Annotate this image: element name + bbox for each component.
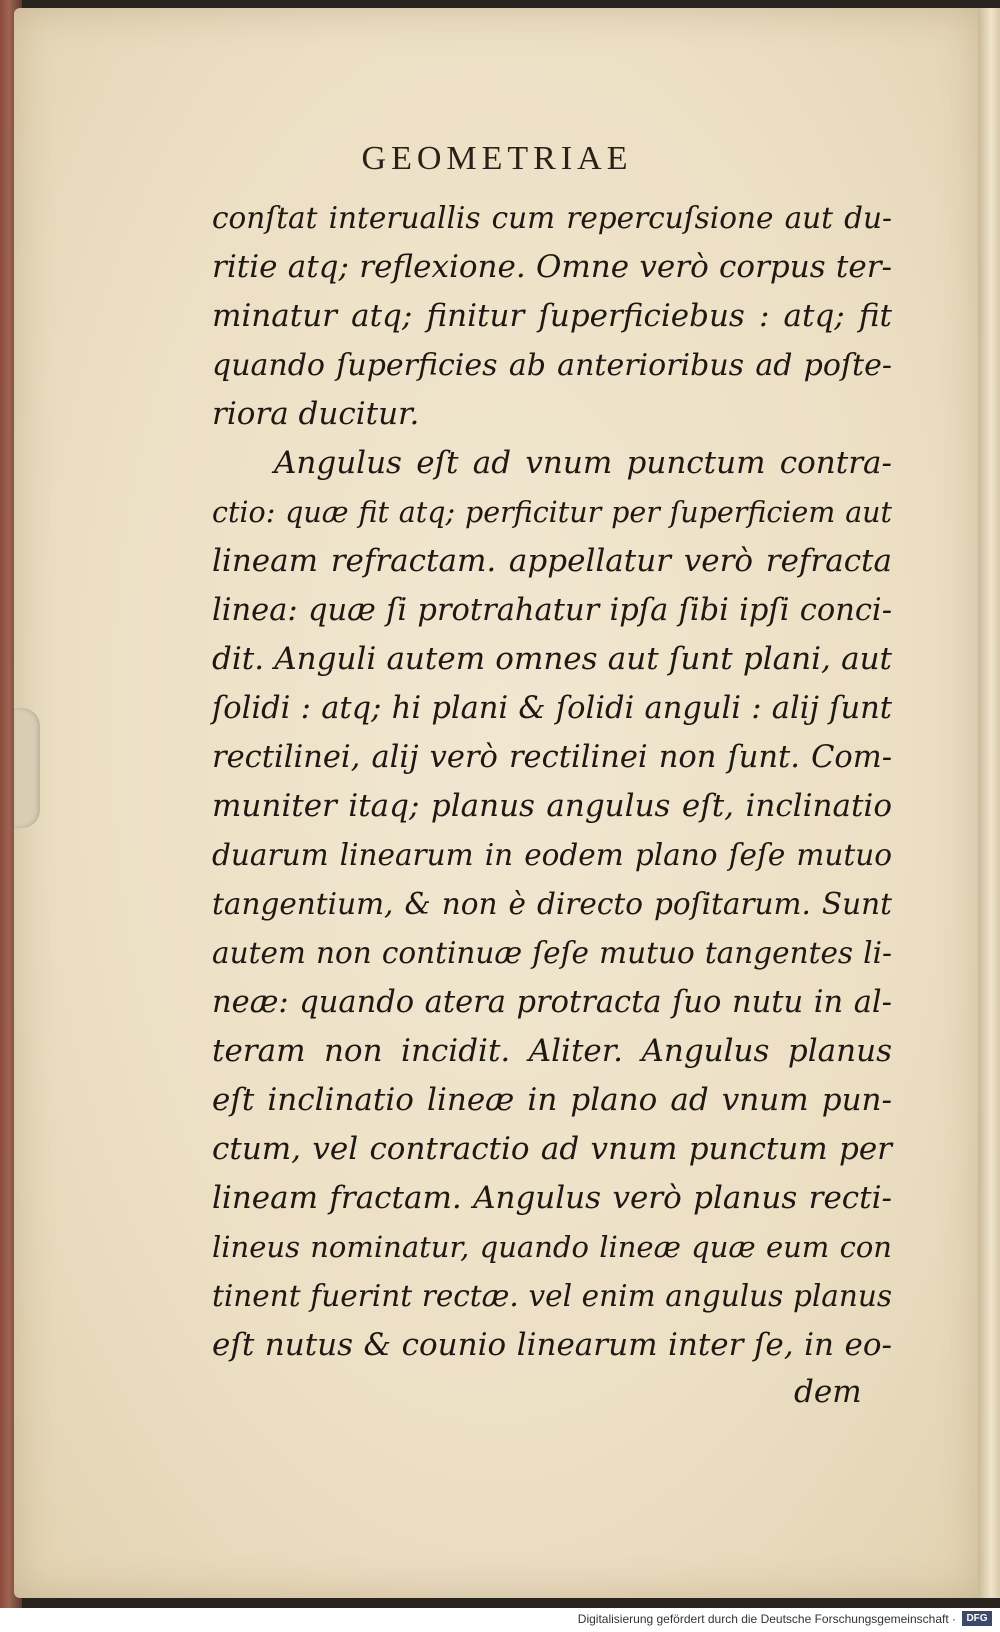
text-line: rectilinei, alij verò rectilinei non ſunt. Com-	[212, 740, 892, 775]
text-line: Angulus eſt ad vnum punctum contra-	[274, 445, 892, 481]
text-line: linea: quæ ſi protrahatur ipſa ſibi ipſi conci-	[212, 593, 892, 628]
text-line: muniter itaq; planus angulus eſt, inclinatio	[212, 788, 892, 824]
text-line: ctio: quæ fit atq; perficitur per ſuperficiem aut	[212, 496, 892, 529]
text-line: ſolidi : atq; hi plani & ſolidi anguli : alij ſunt	[212, 691, 892, 726]
text-line: ctum, vel contractio ad vnum punctum per	[212, 1131, 892, 1167]
text-line: quando ſuperficies ab anterioribus ad poſte-	[212, 348, 892, 383]
text-line: teram non incidit. Aliter. Angulus planus	[212, 1033, 892, 1069]
text-line: eſt inclinatio lineæ in plano ad vnum pun-	[212, 1082, 892, 1118]
text-line: minatur atq; finitur ſuperficiebus : atq; fit	[212, 298, 892, 334]
funding-credit: Digitalisierung gefördert durch die Deutsche Forschungsgemeinschaft ·	[577, 1612, 956, 1626]
page-clip-tab	[14, 708, 40, 828]
text-line: neæ: quando atera protracta ſuo nutu in al-	[212, 985, 892, 1020]
facing-page-edge	[978, 8, 1000, 1598]
text-line: lineus nominatur, quando lineæ quæ eum con	[212, 1230, 892, 1264]
body-text	[212, 194, 892, 1370]
text-line: lineam refractam. appellatur verò refracta	[212, 543, 892, 579]
text-line: ritie atq; reflexione. Omne verò corpus ter-	[212, 249, 892, 285]
text-line: riora ducitur.	[212, 396, 420, 432]
text-line: eſt nutus & counio linearum inter ſe, in eo-	[212, 1327, 892, 1363]
text-line: lineam fractam. Angulus verò planus recti-	[212, 1180, 892, 1216]
text-line: tinent fuerint rectæ. vel enim angulus planus	[212, 1279, 892, 1313]
text-line: duarum linearum in eodem plano ſeſe mutuo	[212, 838, 892, 872]
running-head: GEOMETRIAE	[361, 140, 633, 177]
page-leaf	[14, 8, 980, 1598]
text-line: conſtat interuallis cum repercuſsione aut du-	[212, 201, 892, 235]
dfg-logo: DFG	[962, 1611, 992, 1626]
catchword: dem	[794, 1374, 862, 1410]
text-line: autem non continuæ ſeſe mutuo tangentes li-	[212, 936, 892, 970]
text-line: tangentium, & non è directo poſitarum. Sunt	[212, 887, 892, 921]
text-line: dit. Anguli autem omnes aut ſunt plani, aut	[212, 641, 892, 677]
